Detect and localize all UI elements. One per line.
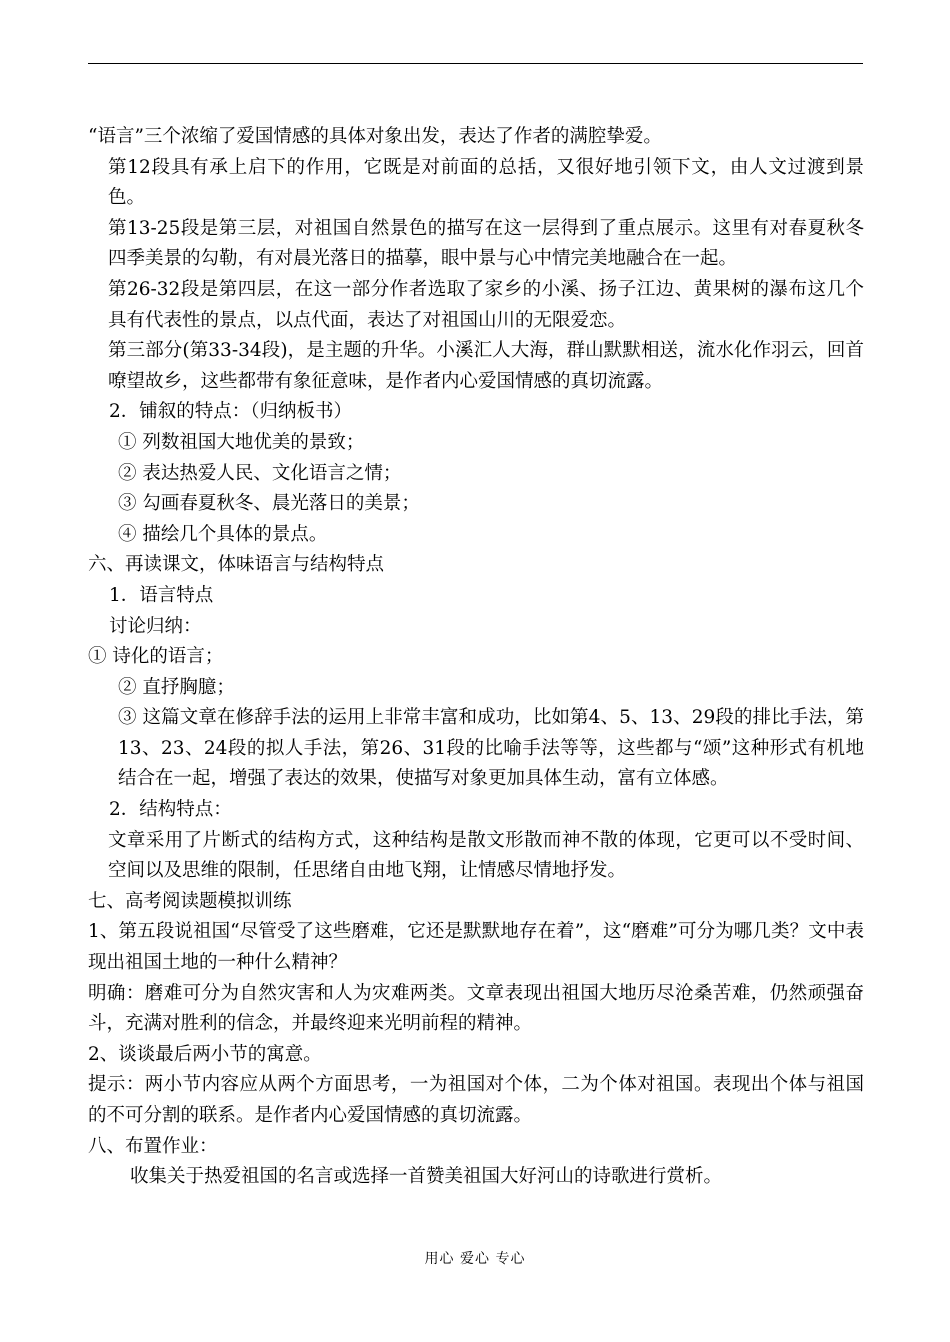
section-heading-seven: 七、高考阅读题模拟训练 — [88, 890, 292, 912]
paragraph-section-26-32: 第26-32段是第四层，在这一部分作者选取了家乡的小溪、扬子江边、黄果树的瀑布这几个具有代表性的景点，以点代面，表达了对祖国山川的无限爱恋。 — [108, 278, 864, 331]
subheading-language: 1．语言特点 — [109, 584, 214, 606]
paragraph-part-three: 第三部分(第33-34段)，是主题的升华。小溪汇人大海，群山默默相送，流水化作羽云，回首嘹望故乡，这些都带有象征意味，是作者内心爱国情感的真切流露。 — [108, 340, 864, 392]
section-heading-eight: 八、布置作业： — [88, 1135, 218, 1157]
answer-2: 提示：两小节内容应从两个方面思考，一为祖国对个体，二为个体对祖国。表现出个体与祖国的不可分割的联系。是作者内心爱国情感的真切流露。 — [88, 1074, 864, 1126]
section-heading-six: 六、再读课文，体味语言与结构特点 — [88, 554, 385, 576]
paragraph-structure: 文章采用了片断式的结构方式，这种结构是散文形散而神不散的体现，它更可以不受时间、空间以及思维的限制，任思绪自由地飞翔，让情感尽情地抒发。 — [108, 829, 864, 882]
language-point-3: ③ 这篇文章在修辞手法的运用上非常丰富和成功，比如第4、5、13、29段的排比手法，第13、23、24段的拟人手法，第26、31段的比喻手法等等，这些都与“颂”这种形式有机地结合在一起，增强了表达的效果，使描写对象更加具体生动，富有立体感。 — [118, 707, 864, 790]
paragraph-section-13-25: 第13-25段是第三层，对祖国自然景色的描写在这一层得到了重点展示。这里有对春夏秋冬四季美景的勾勒，有对晨光落日的描摹，眼中景与心中情完美地融合在一起。 — [108, 217, 864, 270]
page-footer: 用心 爱心 专心 — [424, 1251, 526, 1267]
question-2: 2、谈谈最后两小节的寓意。 — [88, 1043, 322, 1065]
answer-1: 明确：磨难可分为自然灾害和人为灾难两类。文章表现出祖国大地历尽沧桑苦难，仍然顽强奋斗，充满对胜利的信念，并最终迎来光明前程的精神。 — [88, 982, 864, 1035]
list-item-3: ③ 勾画春夏秋冬、晨光落日的美景； — [118, 493, 420, 515]
paragraph-continuation: “语言”三个浓缩了爱国情感的具体对象出发，表达了作者的满腔挚爱。 — [88, 126, 662, 147]
heading-narration-features: 2．铺叙的特点：（归纳板书） — [109, 401, 353, 423]
subheading-structure: 2．结构特点： — [109, 799, 232, 821]
list-item-4: ④ 描绘几个具体的景点。 — [118, 523, 328, 545]
language-point-1: ① 诗化的语言； — [88, 646, 224, 668]
discussion-label: 讨论归纳： — [109, 615, 202, 637]
list-item-2: ② 表达热爱人民、文化语言之情； — [118, 462, 402, 484]
question-1: 1、第五段说祖国“尽管受了这些磨难，它还是默默地存在着”，这“磨难”可分为哪几类？文中表现出祖国土地的一种什么精神？ — [88, 921, 864, 974]
paragraph-section-12: 第12段具有承上启下的作用，它既是对前面的总括，又很好地引领下文，由人文过渡到景色。 — [108, 156, 864, 209]
header-rule — [88, 63, 863, 64]
document-body — [88, 122, 864, 1193]
list-item-1: ① 列数祖国大地优美的景致； — [118, 431, 365, 453]
language-point-2: ② 直抒胸臆； — [118, 676, 235, 698]
homework-text: 收集关于热爱祖国的名言或选择一首赞美祖国大好河山的诗歌进行赏析。 — [130, 1166, 723, 1188]
